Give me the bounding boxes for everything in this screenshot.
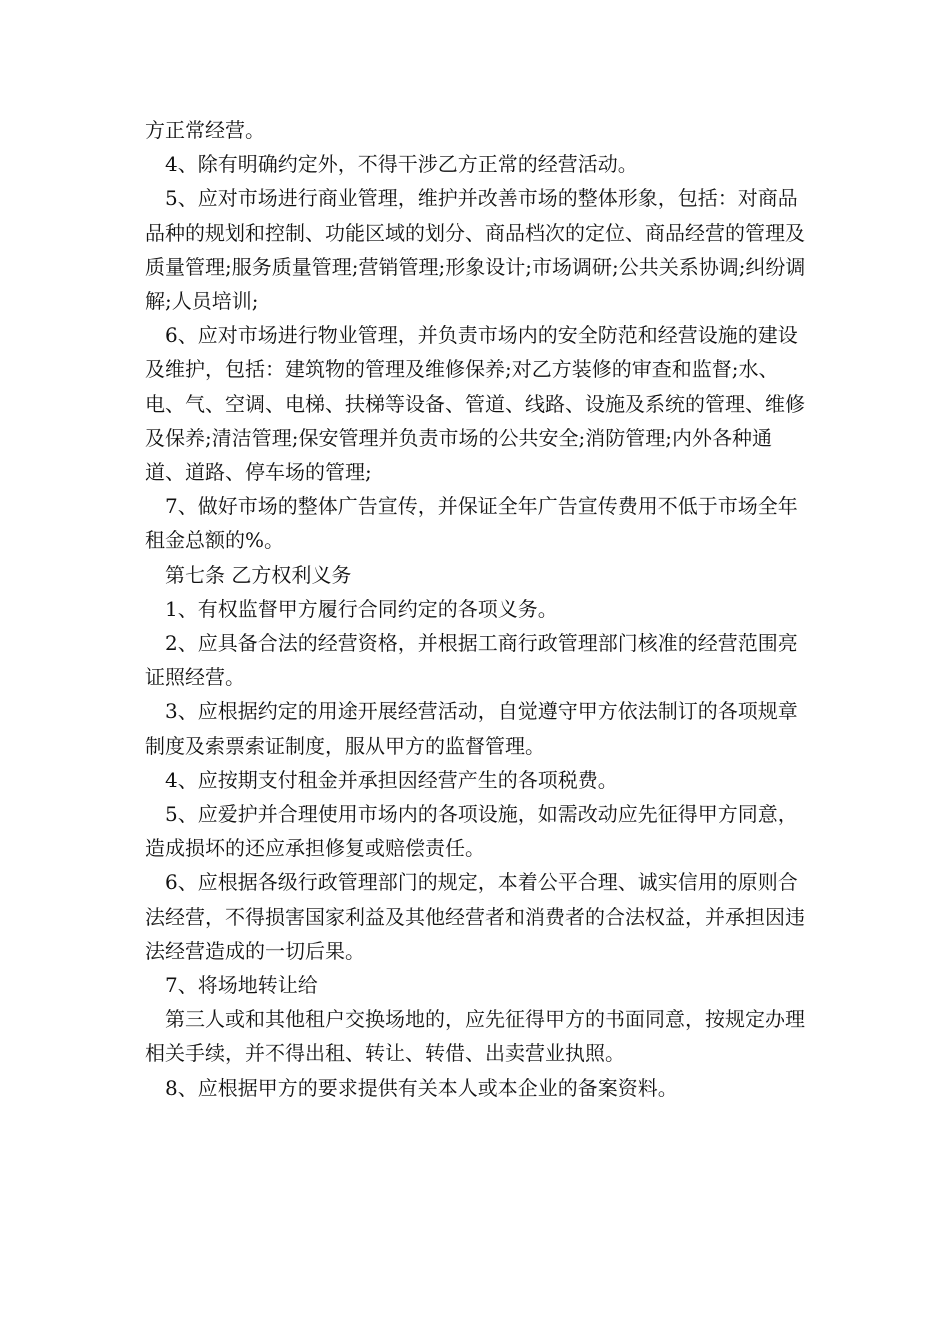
paragraph-party-b-item-5: 5、应爱护并合理使用市场内的各项设施，如需改动应先征得甲方同意，造成损坏的还应承担修复或赔偿责任。 <box>145 802 798 861</box>
paragraph-party-b-item-3: 3、应根据约定的用途开展经营活动，自觉遵守甲方依法制订的各项规章制度及索票索证制度，服从甲方的监督管理。 <box>145 699 798 758</box>
paragraph-party-b-item-4: 4、应按期支付租金并承担因经营产生的各项税费。 <box>165 767 618 792</box>
paragraph-party-b-item-7-continued: 第三人或和其他租户交换场地的，应先征得甲方的书面同意，按规定办理相关手续，并不得出租、转让、转借、出卖营业执照。 <box>145 1007 805 1066</box>
paragraph-party-b-item-1: 1、有权监督甲方履行合同约定的各项义务。 <box>165 596 558 621</box>
paragraph-party-b-item-7: 7、将场地转让给 <box>165 973 318 998</box>
paragraph-party-a-item-4: 4、除有明确约定外，不得干涉乙方正常的经营活动。 <box>165 152 638 177</box>
paragraph-party-a-item-7: 7、做好市场的整体广告宣传，并保证全年广告宣传费用不低于市场全年租金总额的%。 <box>145 494 798 553</box>
paragraph-party-b-item-2: 2、应具备合法的经营资格，并根据工商行政管理部门核准的经营范围亮证照经营。 <box>145 631 798 690</box>
paragraph-party-b-item-6: 6、应根据各级行政管理部门的规定，本着公平合理、诚实信用的原则合法经营，不得损害国家利益及其他经营者和消费者的合法权益，并承担因违法经营造成的一切后果。 <box>145 870 805 963</box>
section-heading-article-7: 第七条 乙方权利义务 <box>165 562 352 587</box>
document-page <box>145 113 810 1105</box>
paragraph-party-a-item-5: 5、应对市场进行商业管理，维护并改善市场的整体形象，包括：对商品品种的规划和控制、功能区域的划分、商品档次的定位、商品经营的管理及质量管理;服务质量管理;营销管理;形象设计;市场调研;公共关系协调;纠纷调解;人员培训; <box>145 186 806 314</box>
paragraph-party-a-item-6: 6、应对市场进行物业管理，并负责市场内的安全防范和经营设施的建设及维护，包括：建筑物的管理及维修保养;对乙方装修的审查和监督;水、电、气、空调、电梯、扶梯等设备、管道、线路、设施及系统的管理、维修及保养;清洁管理;保安管理并负责市场的公共安全;消防管理;内外各种通道、道路、停车场的管理; <box>145 323 805 485</box>
paragraph-continuation: 方正常经营。 <box>145 118 265 142</box>
paragraph-party-b-item-8: 8、应根据甲方的要求提供有关本人或本企业的备案资料。 <box>165 1075 678 1100</box>
